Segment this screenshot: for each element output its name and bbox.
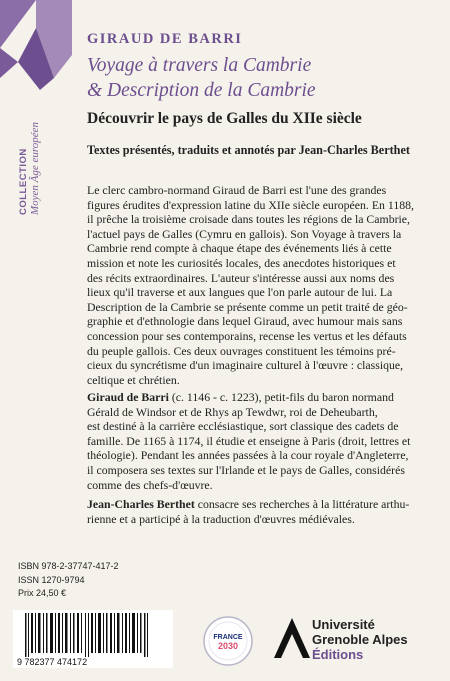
- text-line: des récits extraordinaires. L'auteur s'intéresse aussi aux noms des: [87, 270, 395, 285]
- france-logo-label-top: FRANCE: [213, 634, 243, 641]
- text-line: Gérald de Windsor et de Rhys ap Tewdwr, roi de Deheubarth,: [87, 404, 378, 419]
- text-line: concession pour ses contemporains, recense les vertus et les défauts: [87, 328, 407, 343]
- issn-number: ISSN 1270-9794: [18, 574, 85, 585]
- text-line: théologie). Pendant les années passées à la cour royale d'Angleterre,: [87, 448, 409, 463]
- text-line: lieux qu'il traverse et aux langues que l'on parle autour de lui. La: [87, 285, 393, 300]
- text-line: Jean-Charles Berthet consacre ses recherches à la littérature arthu-: [87, 497, 410, 511]
- text-line: comme des chefs-d'œuvre.: [87, 477, 213, 492]
- translator-bio-lead: Jean-Charles Berthet: [87, 497, 195, 511]
- collection-logo-icon: [0, 0, 72, 90]
- text-line: famille. De 1165 à 1174, il étudie et enseigne à Paris (droit, lettres et: [87, 433, 411, 448]
- text-line: il prêche la troisième croisade dans toutes les régions de la Cambrie,: [87, 212, 410, 227]
- summary-paragraph: [87, 183, 431, 387]
- translator-bio-paragraph: [87, 497, 431, 526]
- france-2030-logo-icon: [202, 615, 254, 667]
- text-line: cieux du syncrétisme d'un imaginaire culturel à l'œuvre : classique,: [87, 358, 404, 373]
- text-line: Cambrie rend compte à chaque étape des événements liés à cette: [87, 241, 392, 256]
- france-logo-label-bottom: 2030: [217, 641, 239, 651]
- isbn-block: [18, 560, 119, 601]
- author-name: GIRAUD DE BARRI: [87, 31, 243, 47]
- text-line: mission et note les curiosités locales, des anecdotes historiques et: [87, 255, 396, 270]
- text-line: du peuple gallois. Ces deux ouvrages constituent les témoins pré-: [87, 343, 396, 358]
- publisher-line-1: Université: [312, 617, 375, 632]
- publisher-name: [312, 617, 408, 662]
- collection-label-bottom: Moyen Âge européen: [29, 121, 41, 215]
- text-line: celtique et chrétien.: [87, 372, 180, 387]
- author-bio-lead: Giraud de Barri: [87, 390, 169, 404]
- barcode: [13, 610, 173, 668]
- text-line: Giraud de Barri (c. 1146 - c. 1223), petit-fils du baron normand: [87, 390, 394, 404]
- text-line: est destiné à la carrière ecclésiastique, sort classique des cadets de: [87, 419, 399, 434]
- text-line: Le clerc cambro-normand Giraud de Barri est l'une des grandes: [87, 183, 387, 197]
- collection-label: [18, 95, 48, 215]
- isbn-number: ISBN 978-2-37747-417-2: [18, 561, 119, 571]
- publisher-line-3: Éditions: [312, 647, 364, 662]
- text-line: graphie et d'ethnologie dans lequel Giraud, avec humour mais sans: [87, 314, 403, 329]
- text-line: il composera ses textes sur l'Irlande et le pays de Galles, considérés: [87, 462, 405, 477]
- publisher-line-2: Grenoble Alpes: [312, 632, 408, 647]
- text-line: Description de la Cambrie se présente comme un petit traité de géo-: [87, 299, 408, 314]
- title-line-1: Voyage à travers la Cambrie: [87, 55, 312, 76]
- title-line-2: & Description de la Cambrie: [87, 80, 316, 101]
- text-line: rienne et a participé à la traduction d'œuvres médiévales.: [87, 511, 355, 526]
- text-line: l'actuel pays de Galles (Cymru en gallois). Son Voyage à travers la: [87, 226, 402, 241]
- author-bio-paragraph: [87, 390, 431, 492]
- credits-line: Textes présentés, traduits et annotés par Jean-Charles Berthet: [87, 143, 410, 157]
- text-line: figures érudites d'expression latine du XIIe siècle européen. En 1188,: [87, 197, 414, 212]
- barcode-number: 9 782377 474172: [17, 657, 88, 667]
- price: Prix 24,50 €: [18, 588, 67, 598]
- subtitle: Découvrir le pays de Galles du XIIe siècle: [87, 110, 362, 127]
- collection-label-top: COLLECTION: [18, 148, 29, 215]
